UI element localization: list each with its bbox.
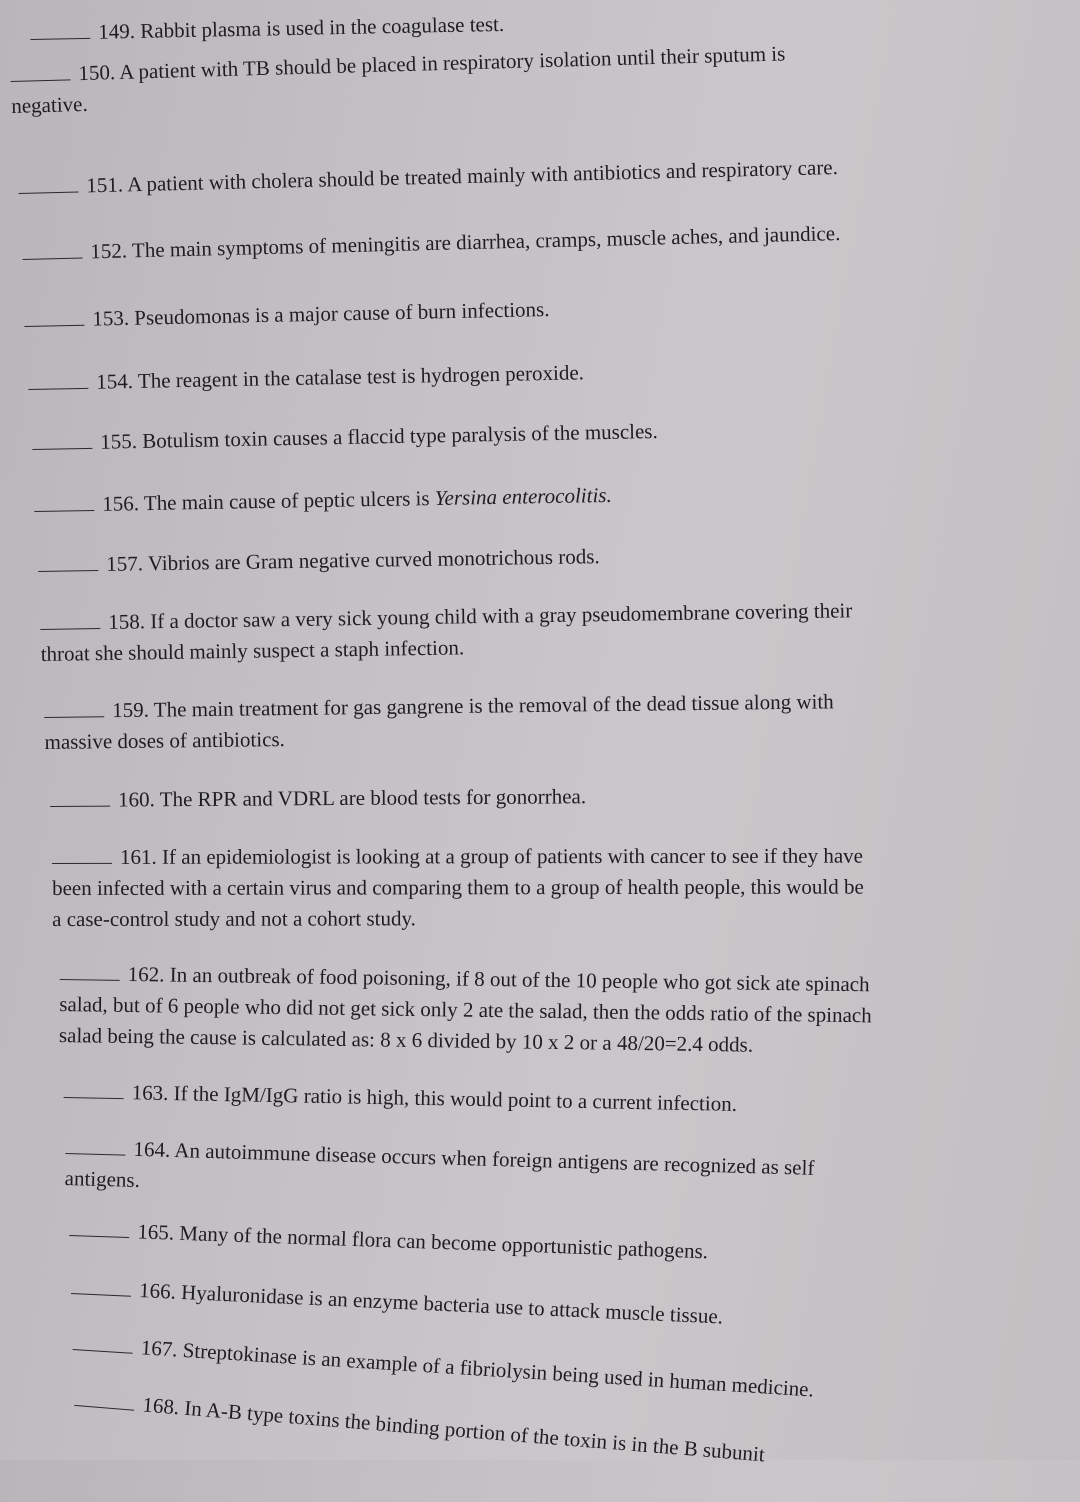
question-text: 151. A patient with cholera should be treated mainly with antibiotics and respiratory care. [86, 154, 839, 198]
question-text: 168. In A-B type toxins the binding portion of the toxin is in the B subunit [141, 1392, 766, 1467]
question-text-cont: antigens. [64, 1165, 141, 1193]
answer-blank[interactable] [38, 569, 98, 572]
answer-blank[interactable] [71, 1292, 131, 1297]
question-text: 158. If a doctor saw a very sick young child with a gray pseudomembrane covering their [108, 598, 853, 634]
answer-blank[interactable] [28, 387, 88, 390]
question-text: 152. The main symptoms of meningitis are diarrhea, cramps, muscle aches, and jaundice. [90, 221, 841, 264]
question-text: 164. An autoimmune disease occurs when foreign antigens are recognized as self [133, 1136, 815, 1180]
answer-blank[interactable] [24, 324, 84, 327]
question-152 [22, 212, 1080, 269]
question-text: 149. Rabbit plasma is used in the coagulase test. [98, 11, 505, 44]
question-155 [32, 407, 1080, 459]
question-164 [64, 1132, 1080, 1224]
question-text: 166. Hyaluronidase is an enzyme bacteria use to attack muscle tissue. [138, 1278, 724, 1329]
question-154 [28, 347, 1080, 399]
question-text: 154. The reagent in the catalase test is hydrogen peroxide. [96, 360, 585, 394]
answer-blank[interactable] [52, 862, 112, 864]
question-text: 157. Vibrios are Gram negative curved monotrichous rods. [106, 544, 600, 576]
question-text-cont: a case-control study and not a cohort study. [52, 906, 416, 931]
question-text: 156. The main cause of peptic ulcers is [102, 486, 430, 516]
answer-blank[interactable] [50, 805, 110, 807]
answer-blank[interactable] [44, 715, 104, 718]
answer-blank[interactable] [65, 1152, 125, 1156]
answer-blank[interactable] [73, 1348, 133, 1354]
answer-blank[interactable] [32, 447, 92, 450]
question-151 [18, 146, 1080, 203]
question-153 [24, 282, 1080, 336]
answer-blank[interactable] [22, 257, 82, 260]
question-text-cont: salad being the cause is calculated as: 8 x 6 divided by 10 x 2 or a 48/20=2.4 odds. [58, 1022, 754, 1057]
answer-blank[interactable] [18, 191, 78, 194]
question-text-cont: been infected with a certain virus and comparing them to a group of health people, this would be [52, 874, 864, 900]
question-text: 167. Streptokinase is an example of a fibriolysin being used in human medicine. [140, 1335, 815, 1402]
answer-blank[interactable] [64, 1096, 124, 1099]
question-text: 161. If an epidemiologist is looking at a group of patients with cancer to see if they have [120, 843, 864, 869]
question-text-cont: massive doses of antibiotics. [44, 727, 286, 754]
question-text: 162. In an outbreak of food poisoning, if 8 out of the 10 people who got sick ate spinach [127, 961, 870, 997]
question-text: 165. Many of the normal flora can become opportunistic pathogens. [137, 1219, 709, 1264]
question-text-cont: negative. [10, 91, 88, 118]
question-157 [38, 533, 1080, 581]
question-162 [59, 958, 1080, 1066]
answer-blank[interactable] [30, 37, 90, 40]
question-text-cont: throat she should mainly suspect a staph infection. [40, 635, 465, 666]
answer-blank[interactable] [69, 1234, 129, 1238]
question-161 [52, 840, 1080, 935]
question-text: 159. The main treatment for gas gangrene is the removal of the dead tissue along with [112, 689, 834, 723]
organism-name: Yersina enterocolitis. [434, 482, 612, 511]
question-text-cont: salad, but of 6 people who did not get sick only 2 ate the salad, then the odds ratio of the spinach [59, 991, 872, 1028]
question-160 [50, 777, 1080, 816]
question-text: 160. The RPR and VDRL are blood tests for gonorrhea. [118, 784, 587, 812]
question-text: 150. A patient with TB should be placed in respiratory isolation until their sputum is [78, 41, 786, 86]
answer-blank[interactable] [34, 509, 94, 512]
answer-blank[interactable] [60, 978, 120, 981]
question-text: 155. Botulism toxin causes a flaccid type paralysis of the muscles. [100, 418, 658, 454]
question-163 [63, 1076, 1080, 1128]
answer-blank[interactable] [74, 1404, 134, 1411]
question-156 [34, 471, 1080, 521]
question-165 [69, 1214, 1080, 1283]
question-text: 153. Pseudomonas is a major cause of burn infections. [92, 296, 550, 331]
answer-blank[interactable] [40, 627, 100, 630]
question-text: 163. If the IgM/IgG ratio is high, this would point to a current infection. [131, 1080, 738, 1116]
question-158 [40, 591, 1080, 670]
answer-blank[interactable] [11, 78, 71, 82]
question-159 [44, 683, 1080, 758]
